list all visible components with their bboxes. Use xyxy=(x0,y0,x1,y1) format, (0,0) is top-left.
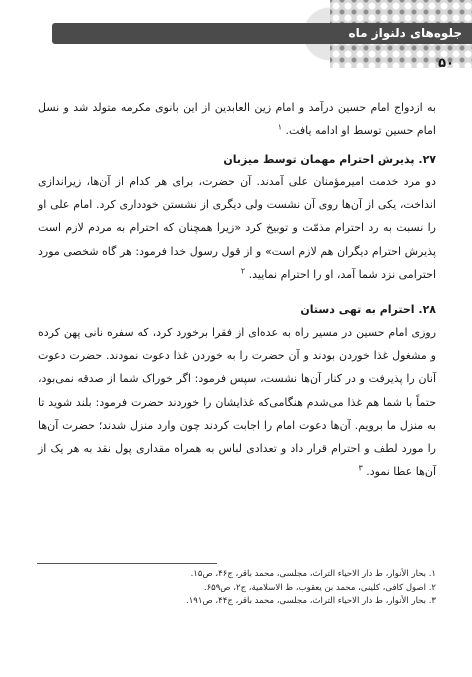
book-title: جلوه‌های دلنواز ماه xyxy=(348,26,462,40)
running-header xyxy=(52,23,472,44)
section-title-28: ۲۸. احترام به تهی دستان xyxy=(300,303,436,316)
footnote-2: ۲. اصول کافی، کلینی، محمد بن یعقوب، ط الاسلامیة، ج۲، ص۶۵۹. xyxy=(203,582,436,593)
section-27-text: دو مرد خدمت امیرمؤمنان علی آمدند. آن حضرت، برای هر کدام از آن‌ها، زیراندازی انداخت، یکی از آن‌ها روی آن نشست ولی دیگری از نشستن خودداری کرد. امام علی او را نسبت به رد احترام مذمّت و توبیخ کرد «زیرا همچنان که احترام به مردم لازم است پذیرش احترام دیگران هم لازم است» و از قول رسول خدا فرمود: هر گاه شخصی مورد احترامی نزد شما آمد، او را احترام نمایید. xyxy=(38,175,436,281)
footnote-ref-1: ۱ xyxy=(277,122,283,132)
footnote-ref-2: ۲ xyxy=(240,266,246,276)
section-28-paragraph xyxy=(38,321,436,483)
footnote-ref-3: ۳ xyxy=(358,463,363,473)
section-title-27: ۲۷. پذیرش احترام مهمان توسط میزبان xyxy=(223,153,436,166)
section-28-text: روزی امام حسین در مسیر راه به عده‌ای از فقرا برخورد کرد، که سفره نانی پهن کرده و مشغول غذا خوردن بودند و آن حضرت را به خوردن غذا دعوت نمودند. حضرت دعوت آنان را پذیرفت و در کنار آن‌ها نشست، سپس فرمود: اگر خوراک شما از صدقه نمی‌بود، حتماً با شما هم غذا می‌شدم هنگامی‌که غذایشان را خوردند حضرت فرمود: بلند شوید تا به منزل ما برویم. آن‌ها دعوت امام را اجابت کردند چون وارد منزل شدند؛ حضرت آن‌ها را مورد لطف و احترام قرار داد و تعدادی لباس به همراه مقداری پول نقد به هر یک از آن‌ها عطا نمود. xyxy=(38,326,436,479)
footnote-1: ۱. بحار الأنوار، ط دار الاحیاء التراث، مجلسی، محمد باقر، ج۴۶، ص۱۵. xyxy=(190,569,436,579)
footnote-3: ۳. بحار الأنوار، ط دار الاحیاء التراث، مجلسی، محمد باقر، ج۴۴، ص۱۹۱. xyxy=(186,596,436,606)
footnotes xyxy=(38,568,436,609)
page-number: ۵۰ xyxy=(438,56,454,71)
intro-paragraph xyxy=(38,96,436,142)
intro-text: به ازدواج امام حسین درآمد و امام زین العابدین از این بانوی مکرمه متولد شد و نسل امام حسین توسط او ادامه یافت. xyxy=(38,101,436,138)
footnote-divider xyxy=(37,563,217,564)
section-27-paragraph xyxy=(38,170,436,286)
